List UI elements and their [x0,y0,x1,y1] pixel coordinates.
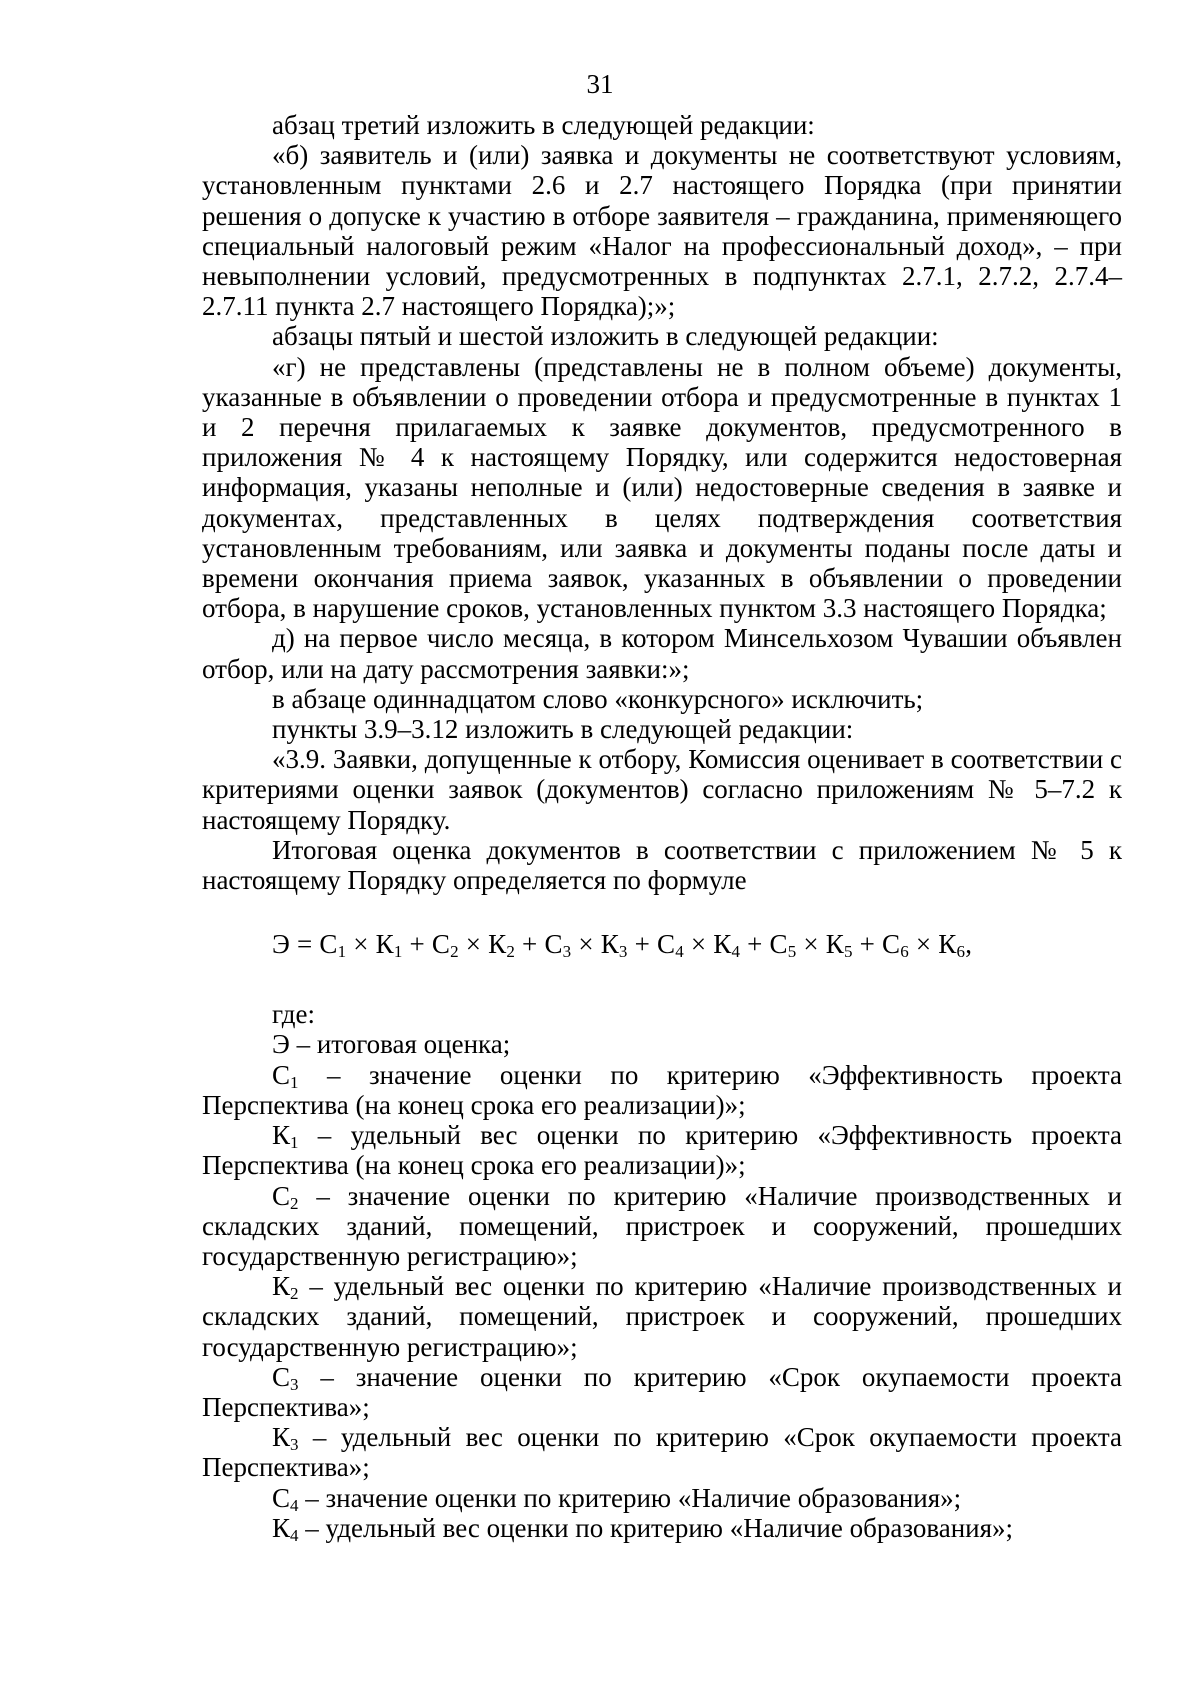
formula-coefficient: С [656,929,676,960]
formula-end: , [965,929,973,960]
formula-coefficient-index: 1 [337,942,347,962]
definition-item [202,1362,1122,1422]
paragraph: пункты 3.9–3.12 изложить в следующей редакции: [272,714,854,745]
formula-times: × [465,929,482,960]
formula-coefficient: С [431,929,451,960]
formula-coefficient-index: 5 [787,942,797,962]
definition-item [202,1483,1122,1513]
paragraph: д) на первое число месяца, в котором Минсельхозом Чувашии объявлен отбор, или на дату рассмотрения заявки:»; [202,623,1122,684]
paragraph: в абзаце одиннадцатом слово «конкурсного» исключить; [272,683,924,714]
formula-weight: К [600,929,619,960]
document-body [202,110,1122,1543]
formula-weight: К [488,929,507,960]
paragraph: абзацы пятый и шестой изложить в следующей редакции: [272,321,939,352]
formula-weight: К [938,929,957,960]
definition-item [202,1029,1122,1059]
formula-weight: К [825,929,844,960]
formula-plus: + [634,929,651,960]
definition-symbol: К [272,1512,291,1543]
formula [202,929,1122,962]
formula-times: × [578,929,594,960]
formula-weight: К [375,929,394,960]
definition-symbol: С [272,1180,291,1211]
formula-lhs: Э [272,929,291,960]
definition-symbol-index: 4 [290,1495,299,1515]
formula-coefficient: С [319,929,338,960]
formula-weight: К [713,929,732,960]
definition-item [202,1422,1122,1482]
definition-symbol: С [272,1059,291,1090]
definition-symbol: К [272,1120,291,1151]
where-label: где: [272,999,315,1030]
paragraph: «г) не представлены (представлены не в полном объеме) документы, указанные в объявлении о проведении отбора и предусмотренные в пунктах 1 и 2 перечня прилагаемых к заявке документов, предусмотренного в приложения № 4 к настоящему Порядку, или содержится недостоверная информация, указаны неполные и (или) недостоверные сведения в заявке и документах, представленных в целях подтверждения соответствия установленным требованиям, или заявка и документы поданы после даты и времени окончания приема заявок, указанных в объявлении о проведении отбора, в нарушение сроков, установленных пунктом 3.3 настоящего Порядка; [202,351,1122,624]
definition-symbol: С [272,1361,291,1392]
definitions-list [202,1029,1122,1545]
formula-weight-index: 1 [393,942,403,962]
formula-coefficient: С [544,929,563,960]
formula-times: × [915,929,932,960]
formula-weight-index: 3 [618,942,628,962]
formula-plus: + [747,929,763,960]
paragraph: «3.9. Заявки, допущенные к отбору, Комиссия оценивает в соответствии с критериями оценки заявок (документов) согласно приложениям № 5–7.2 к настоящему Порядку. [202,744,1122,835]
definition-item [202,1271,1122,1362]
definition-text: – удельный вес оценки по критерию «Срок окупаемости проекта Перспектива»; [202,1422,1122,1483]
definition-symbol: Э [272,1029,290,1060]
formula-coefficient: С [882,929,901,960]
definition-symbol: К [272,1422,291,1453]
definition-symbol-index: 1 [290,1072,299,1092]
formula-plus: + [409,929,425,960]
formula-coefficient-index: 6 [900,942,909,962]
definition-symbol: К [272,1271,291,1302]
formula-times: × [690,929,707,960]
definition-text: – итоговая оценка; [289,1029,511,1060]
definition-symbol-index: 4 [290,1525,299,1545]
definition-text: – удельный вес оценки по критерию «Наличие образования»; [298,1512,1014,1543]
definition-item [202,1181,1122,1272]
definition-symbol: С [272,1482,291,1513]
definition-text: – значение оценки по критерию «Наличие производственных и складских зданий, помещений, пристроек и сооружений, прошедших государственную регистрацию»; [202,1180,1122,1271]
definition-symbol-index: 3 [290,1435,299,1455]
formula-weight-index: 6 [956,942,966,962]
formula-plus: + [859,929,876,960]
definition-item [202,1513,1122,1543]
formula-weight-index: 4 [731,942,741,962]
formula-weight-index: 5 [843,942,853,962]
formula-equals: = [296,929,313,960]
definition-text: – удельный вес оценки по критерию «Эффективность проекта Перспектива (на конец срока его реализации)»; [202,1120,1122,1181]
formula-coefficient: С [769,929,788,960]
definition-text: – удельный вес оценки по критерию «Наличие производственных и складских зданий, помещений, пристроек и сооружений, прошедших государственную регистрацию»; [202,1271,1122,1362]
definition-symbol-index: 3 [290,1374,299,1394]
paragraph: Итоговая оценка документов в соответствии с приложением № 5 к настоящему Порядку определяется по формуле [202,834,1122,896]
definition-symbol-index: 1 [290,1133,299,1153]
definition-text: – значение оценки по критерию «Наличие образования»; [298,1482,962,1513]
definition-symbol-index: 2 [290,1193,299,1213]
paragraph: абзац третий изложить в следующей редакции: [272,110,815,140]
formula-coefficient-index: 4 [675,942,684,962]
formula-weight-index: 2 [506,942,516,962]
formula-coefficient-index: 3 [562,942,572,962]
formula-times: × [353,929,369,960]
formula-coefficient-index: 2 [450,942,459,962]
formula-times: × [803,929,819,960]
paragraph: «б) заявитель и (или) заявка и документы не соответствуют условиям, установленным пунктами 2.6 и 2.7 настоящего Порядка (при принятии решения о допуске к участию в отборе заявителя – гражданина, применяющего специальный налоговый режим «Налог на профессиональный доход», – при невыполнении условий, предусмотренных в подпунктах 2.7.1, 2.7.2, 2.7.4–2.7.11 пункта 2.7 настоящего Порядка);»; [202,140,1122,322]
definition-item [202,1120,1122,1180]
definition-item [202,1060,1122,1120]
definition-symbol-index: 2 [290,1284,299,1304]
definition-text: – значение оценки по критерию «Срок окупаемости проекта Перспектива»; [202,1361,1122,1422]
definition-text: – значение оценки по критерию «Эффективность проекта Перспектива (на конец срока его реализации)»; [202,1059,1122,1120]
formula-plus: + [522,929,538,960]
page-number: 31 [586,69,614,99]
